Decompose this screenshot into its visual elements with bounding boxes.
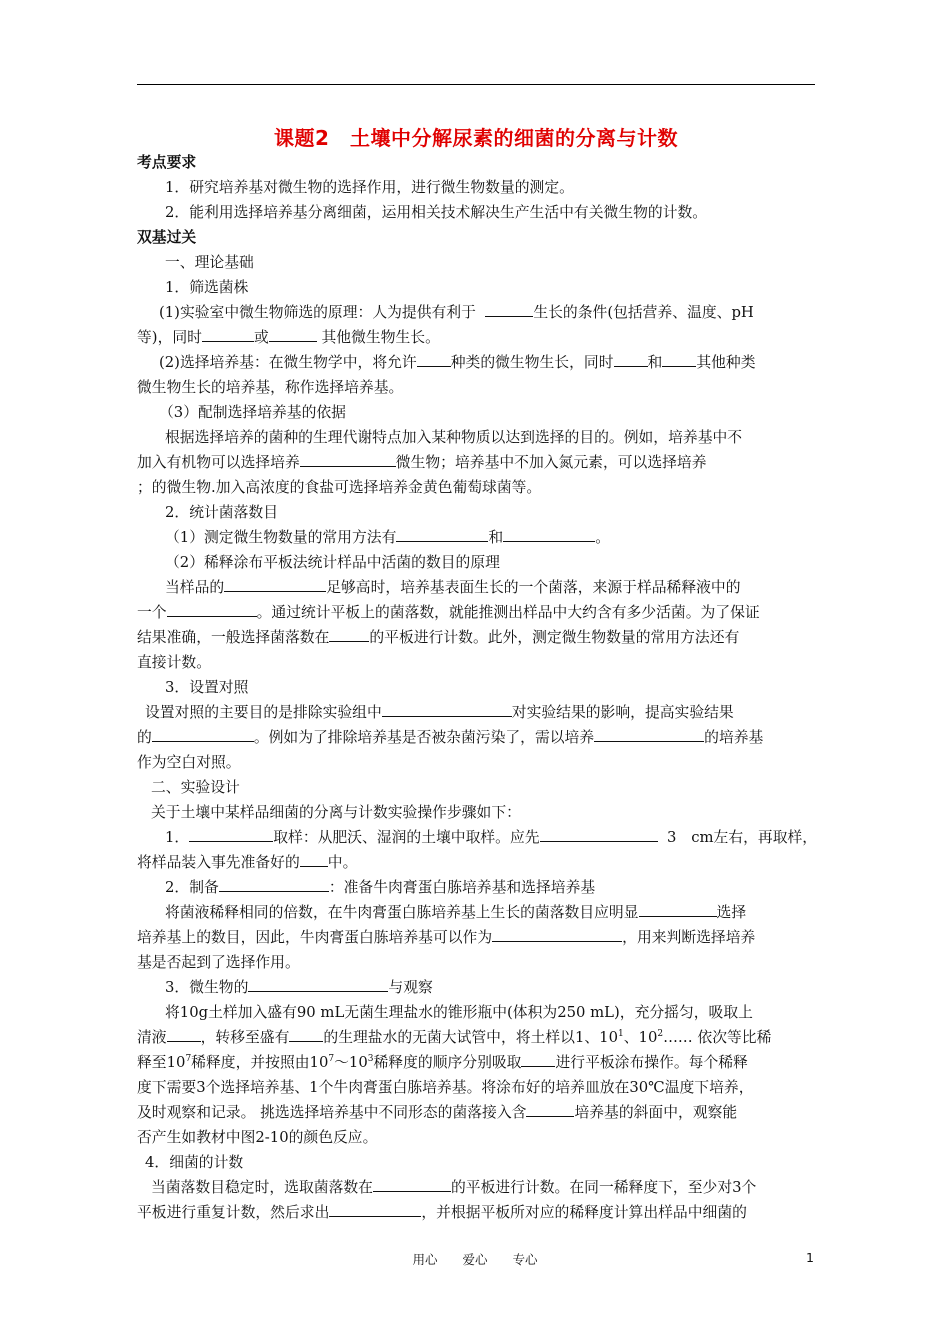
subheading-bacteria-count: 4．细菌的计数	[145, 1154, 244, 1171]
subheading-counting: 2．统计菌落数目	[165, 504, 278, 521]
paragraph-line: （2）稀释涂布平板法统计样品中活菌的数目的原理	[165, 554, 500, 571]
fill-blank[interactable]	[614, 352, 648, 367]
document-body	[137, 150, 818, 1225]
header-rule	[137, 84, 815, 85]
paragraph-line: 结果准确，一般选择菌落数在 的平板进行计数。此外，测定微生物数量的常用方法还有	[137, 629, 740, 646]
fill-blank[interactable]	[152, 727, 254, 742]
paragraph-line: 微生物生长的培养基，称作选择培养基。	[137, 379, 404, 396]
paragraph-line: 2．制备 ：准备牛肉膏蛋白胨培养基和选择培养基	[165, 879, 596, 896]
paragraph-line: 当菌落数目稳定时，选取菌落数在 的平板进行计数。在同一稀释度下，至少对3个	[151, 1179, 757, 1196]
fill-blank[interactable]	[492, 927, 622, 942]
paragraph-line: 设置对照的主要目的是排除实验组中 对实验结果的影响，提高实验结果	[145, 704, 734, 721]
paragraph-line: 1． 取样：从肥沃、湿润的土壤中取样。应先 3 cm左右，再取样，	[165, 829, 818, 846]
paragraph-line: (2)选择培养基：在微生物学中，将允许 种类的微生物生长，同时 和 其他种类	[159, 354, 756, 371]
fill-blank[interactable]	[503, 527, 595, 542]
page-number: 1	[806, 1250, 814, 1265]
paragraph-line: 加入有机物可以选择培养 微生物；培养基中不加入氮元素，可以选择培养	[137, 454, 707, 471]
fill-blank[interactable]	[382, 702, 512, 717]
fill-blank[interactable]	[594, 727, 704, 742]
requirement-1: 1．研究培养基对微生物的选择作用，进行微生物数量的测定。	[165, 179, 574, 196]
fill-blank[interactable]	[167, 602, 257, 617]
paragraph-line: 否产生如教材中图2-10的颜色反应。	[137, 1129, 378, 1146]
paragraph-line: 的 。例如为了排除培养基是否被杂菌污染了，需以培养 的培养基	[137, 729, 764, 746]
paragraph-line: ；的微生物.加入高浓度的食盐可选择培养金黄色葡萄球菌等。	[137, 479, 542, 496]
paragraph-line: 当样品的 足够高时，培养基表面生长的一个菌落，来源于样品稀释液中的	[165, 579, 741, 596]
paragraph-line: 根据选择培养的菌种的生理代谢特点加入某种物质以达到选择的目的。例如，培养基中不	[165, 429, 743, 446]
subheading-control: 3．设置对照	[165, 679, 249, 696]
fill-blank[interactable]	[540, 827, 658, 842]
fill-blank[interactable]	[639, 902, 717, 917]
paragraph-line: 度下需要3个选择培养基、1个牛肉膏蛋白胨培养基。将涂布好的培养皿放在30℃温度下培养，	[137, 1079, 754, 1096]
footer-motto: 用心 爱心 专心	[412, 1252, 538, 1267]
paragraph-line: 基是否起到了选择作用。	[137, 954, 300, 971]
fill-blank[interactable]	[202, 327, 254, 342]
subheading-design: 二、实验设计	[151, 779, 240, 796]
paragraph-line: 将菌液稀释相同的倍数，在牛肉膏蛋白胨培养基上生长的菌落数目应明显 选择	[165, 904, 747, 921]
paragraph-line: 一个 。通过统计平板上的菌落数，就能推测出样品中大约含有多少活菌。为了保证	[137, 604, 760, 621]
paragraph-line: 培养基上的数目，因此，牛肉膏蛋白胨培养基可以作为 ，用来判断选择培养	[137, 929, 756, 946]
paragraph-line: 及时观察和记录。 挑选选择培养基中不同形态的菌落接入含 培养基的斜面中，观察能	[137, 1104, 738, 1121]
paragraph-line: 将10g土样加入盛有90 mL无菌生理盐水的锥形瓶中(体积为250 mL)，充分摇匀，吸取上	[165, 1004, 753, 1021]
paragraph-line: 关于土壤中某样品细菌的分离与计数实验操作步骤如下：	[151, 804, 521, 821]
fill-blank[interactable]	[396, 527, 488, 542]
paragraph-line: （1）测定微生物数量的常用方法有 和 。	[165, 529, 610, 546]
fill-blank[interactable]	[329, 1202, 421, 1217]
paragraph-line: (1)实验室中微生物筛选的原理：人为提供有利于 生长的条件(包括营养、温度、pH	[159, 304, 754, 321]
fill-blank[interactable]	[329, 627, 369, 642]
fill-blank[interactable]	[300, 452, 396, 467]
paragraph-line: 直接计数。	[137, 654, 211, 671]
page-title: 课题2 土壤中分解尿素的细菌的分离与计数	[274, 126, 678, 150]
fill-blank[interactable]	[224, 577, 326, 592]
paragraph-line: 平板进行重复计数，然后求出 ，并根据平板所对应的稀释度计算出样品中细菌的	[137, 1204, 747, 1221]
fill-blank[interactable]	[248, 977, 388, 992]
paragraph-line: 3．微生物的 与观察	[165, 979, 433, 996]
section-heading-kaodian: 考点要求	[137, 154, 197, 171]
fill-blank[interactable]	[526, 1102, 574, 1117]
fill-blank[interactable]	[167, 1027, 201, 1042]
fill-blank[interactable]	[300, 852, 328, 867]
fill-blank[interactable]	[373, 1177, 451, 1192]
fill-blank[interactable]	[189, 827, 273, 842]
fill-blank[interactable]	[289, 1027, 323, 1042]
paragraph-line: （3）配制选择培养基的依据	[159, 404, 346, 421]
subheading-screening: 1．筛选菌株	[165, 279, 249, 296]
paragraph-line: 释至$10^7$稀释度，并按照由$10^7\sim 10^3$稀释度的顺序分别吸取 进行平板涂布操作。每个稀释	[137, 1054, 748, 1071]
paragraph-line: 等)，同时 或 其他微生物生长。	[137, 329, 440, 346]
page-footer	[0, 1250, 950, 1270]
fill-blank[interactable]	[521, 1052, 555, 1067]
section-heading-shuangji: 双基过关	[137, 229, 197, 246]
subheading-theory: 一、理论基础	[165, 254, 254, 271]
paragraph-line: 将样品装入事先准备好的 中。	[137, 854, 358, 871]
fill-blank[interactable]	[662, 352, 696, 367]
paragraph-line: 作为空白对照。	[137, 754, 241, 771]
fill-blank[interactable]	[417, 352, 451, 367]
fill-blank[interactable]	[269, 327, 317, 342]
fill-blank[interactable]	[485, 302, 533, 317]
fill-blank[interactable]	[219, 877, 329, 892]
requirement-2: 2．能利用选择培养基分离细菌，运用相关技术解决生产生活中有关微生物的计数。	[165, 204, 708, 221]
paragraph-line: 清液 ，转移至盛有 的生理盐水的无菌大试管中，将土样以1、$10^1$、$10^2\dots\dots$ 依次等比稀	[137, 1029, 772, 1046]
